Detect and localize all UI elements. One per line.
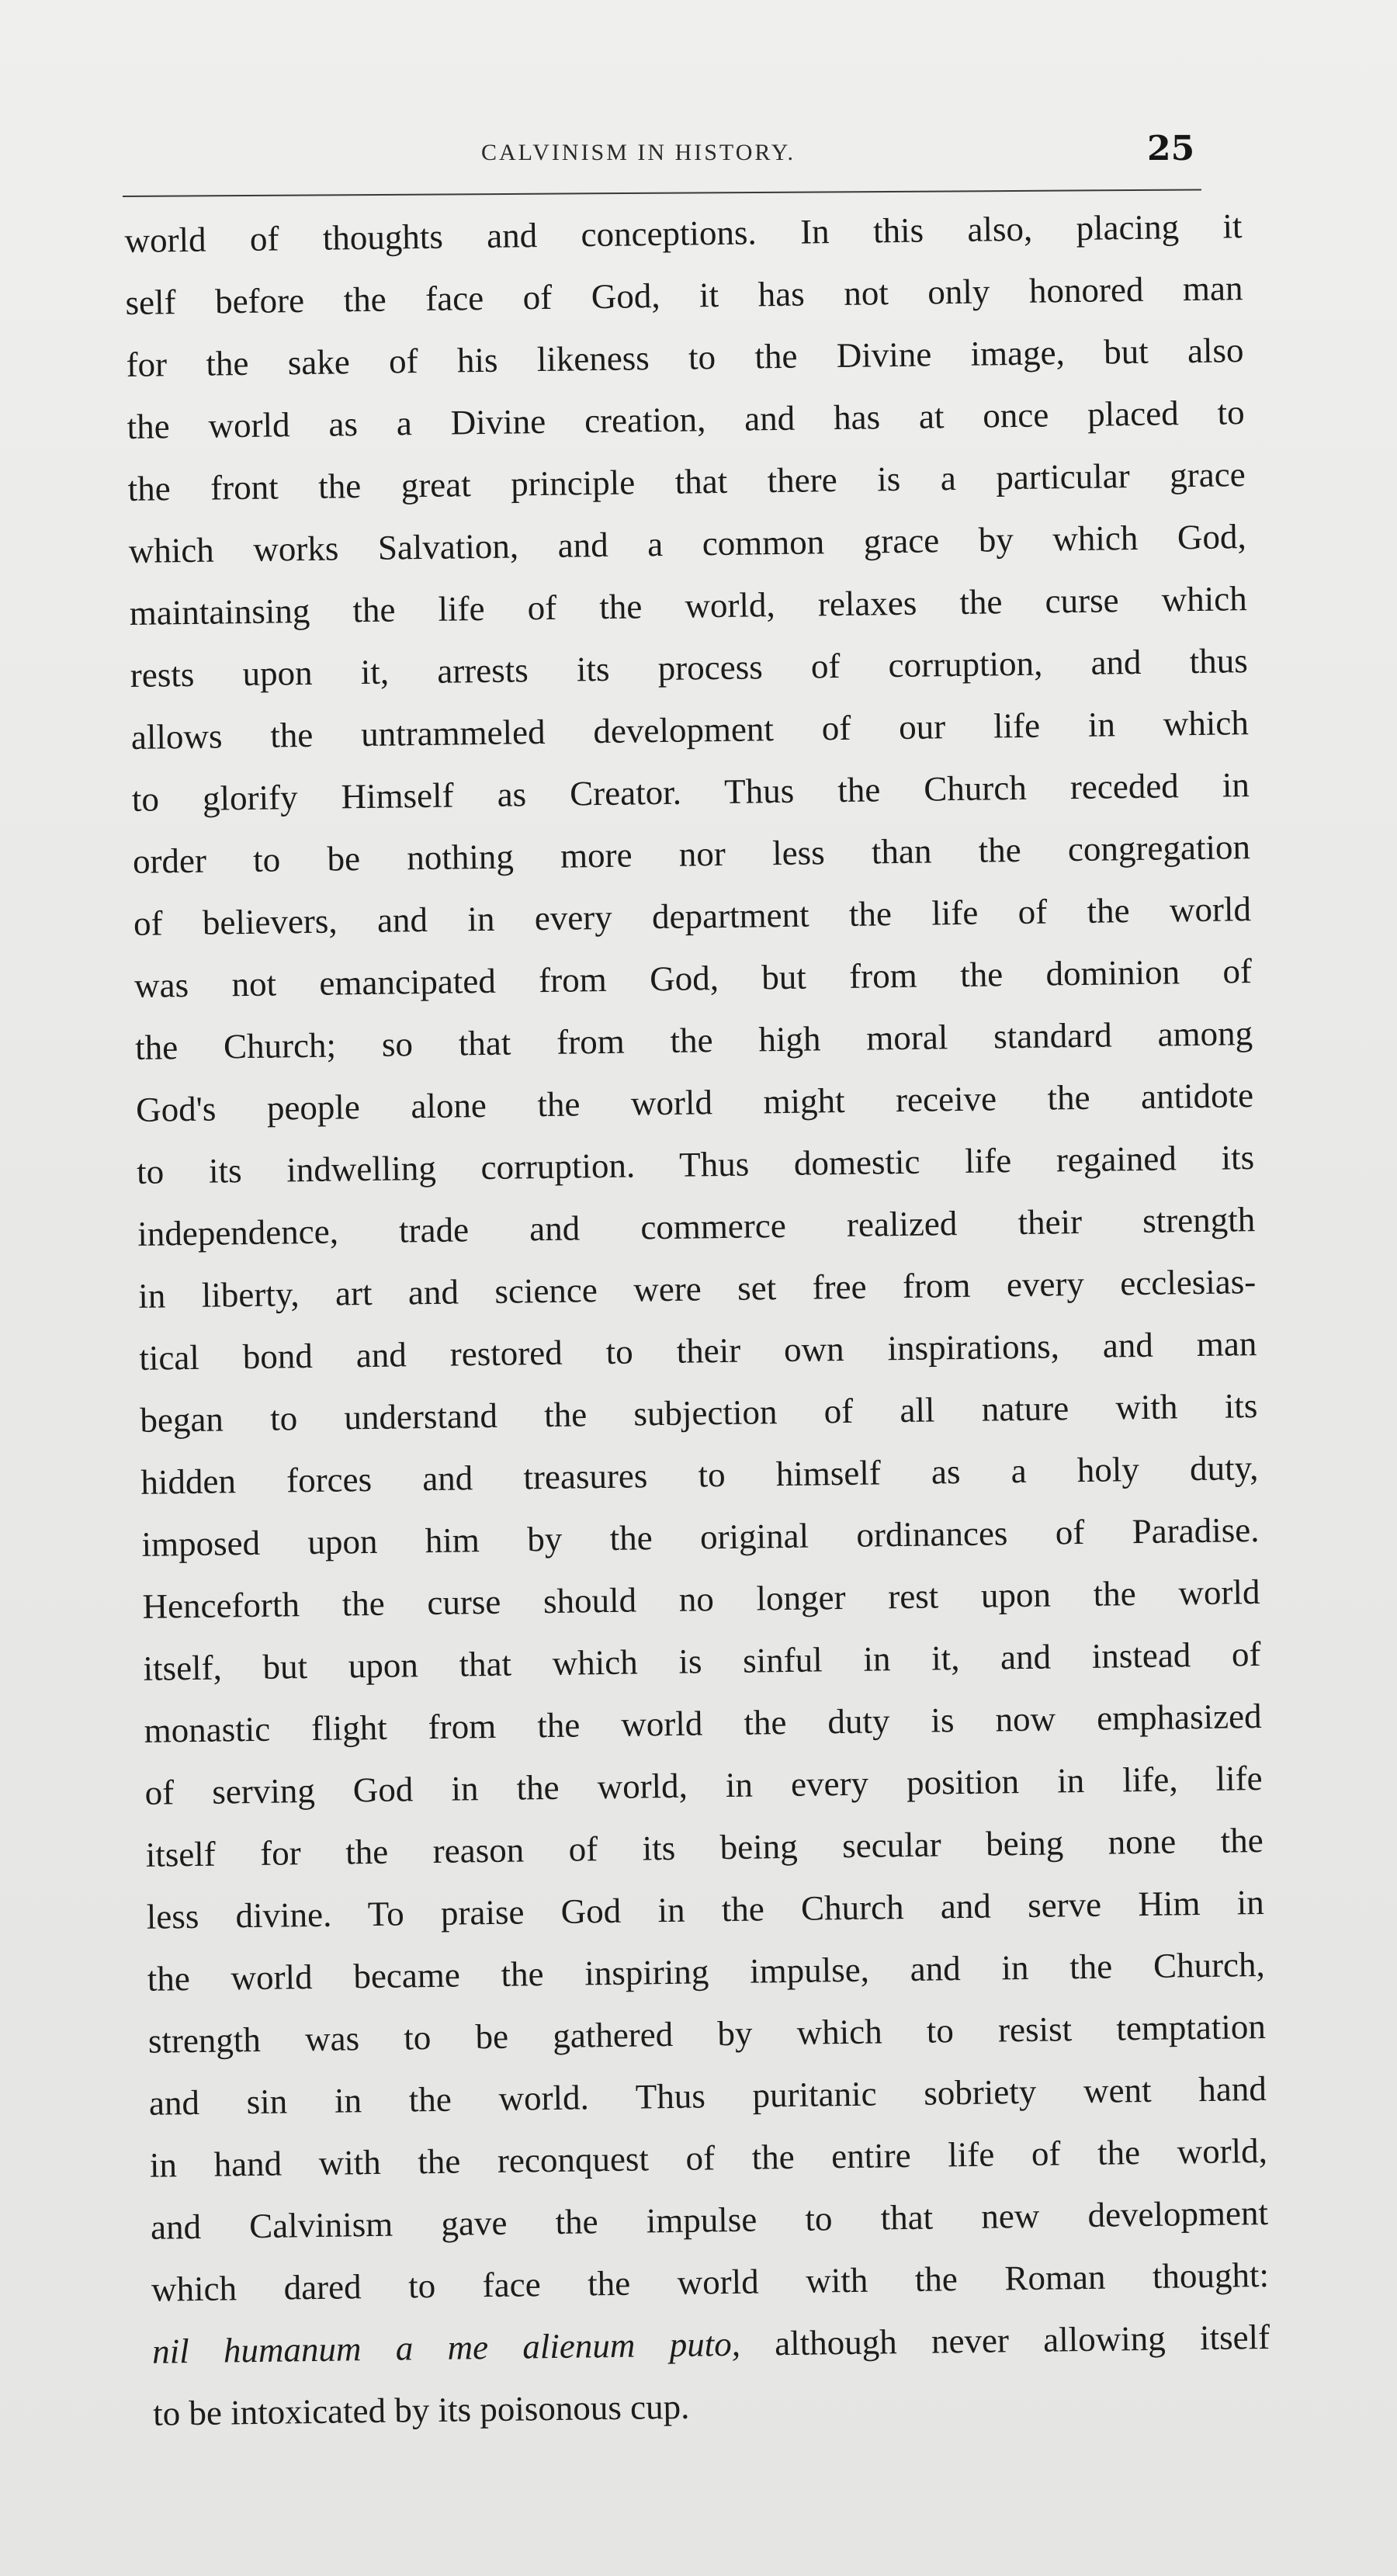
text-line: itself for the reason of its being secular being none the <box>145 1820 1264 1874</box>
text-line: began to understand the subjection of all nature with its <box>140 1386 1258 1440</box>
text-line: and Calvinism gave the impulse to that new development <box>150 2193 1269 2247</box>
text-line: world of thoughts and conceptions. In this also, placing it <box>124 206 1243 260</box>
text-line: which dared to face the world with the Roman thought: <box>151 2255 1270 2309</box>
text-line: was not emancipated from God, but from the dominion of <box>133 952 1253 1005</box>
text-line: of believers, and in every department the life of the world <box>133 889 1252 943</box>
text-line: the Church; so that from the high moral standard among <box>134 1014 1253 1067</box>
text-line: allows the untrammeled development of our life in which <box>130 703 1250 757</box>
text-line: order to be nothing more nor less than the congregation <box>132 827 1251 881</box>
text-line: maintainsing the life of the world, relaxes the curse which <box>129 579 1248 633</box>
text-line: imposed upon him by the original ordinances of Paradise. <box>141 1510 1260 1564</box>
text-line: which works Salvation, and a common grace by which God, <box>128 517 1246 570</box>
text-line: less divine. To praise God in the Church and serve Him in <box>146 1882 1265 1936</box>
text-line: self before the face of God, it has not only honored man <box>125 269 1243 322</box>
latin-quote: nil humanum a me alienum puto, <box>151 2324 741 2371</box>
text-line: the world became the inspiring impulse, and in the Church, <box>147 1944 1266 1999</box>
text-line: of serving God in the world, in every position in life, life <box>144 1758 1263 1812</box>
text-line: the world as a Divine creation, and has at once placed to <box>127 393 1245 446</box>
text-line: and sin in the world. Thus puritanic sobriety went hand <box>148 2068 1267 2123</box>
body-text <box>124 195 1271 2445</box>
text-line: to glorify Himself as Creator. Thus the Church receded in <box>131 765 1250 819</box>
text-line-last: to be intoxicated by its poisonous cup. <box>152 2387 690 2433</box>
text-line: the front the great principle that there is a particular grace <box>127 455 1246 508</box>
text-line: in hand with the reconquest of the entire life of the world, <box>149 2130 1268 2185</box>
text-line: rests upon it, arrests its process of corruption, and thus <box>130 641 1249 695</box>
text-line: to its indwelling corruption. Thus domestic life regained its <box>136 1138 1255 1191</box>
page-number: 25 <box>1147 129 1195 168</box>
text-line: hidden forces and treasures to himself as a holy duty, <box>140 1448 1259 1502</box>
text-line: in liberty, art and science were set free from every ecclesias- <box>137 1262 1257 1316</box>
text-line: Henceforth the curse should no longer rest upon the world <box>142 1572 1260 1626</box>
text-line: monastic flight from the world the duty is now emphasized <box>144 1696 1262 1750</box>
text-line: tical bond and restored to their own inspirations, and man <box>139 1324 1257 1378</box>
text-line: God's people alone the world might receive the antidote <box>135 1076 1254 1129</box>
page-header <box>0 129 1397 186</box>
text-line: itself, but upon that which is sinful in it, and instead of <box>143 1634 1261 1688</box>
text-line: for the sake of his likeness to the Divine image, but also <box>126 331 1244 384</box>
header-rule <box>123 189 1201 197</box>
text-line: strength was to be gathered by which to resist temptation <box>147 2006 1267 2061</box>
text-line: independence, trade and commerce realized their strength <box>137 1200 1256 1253</box>
text-line-rest: although never allowing itself <box>740 2317 1270 2363</box>
running-head: CALVINISM IN HISTORY. <box>481 140 796 165</box>
